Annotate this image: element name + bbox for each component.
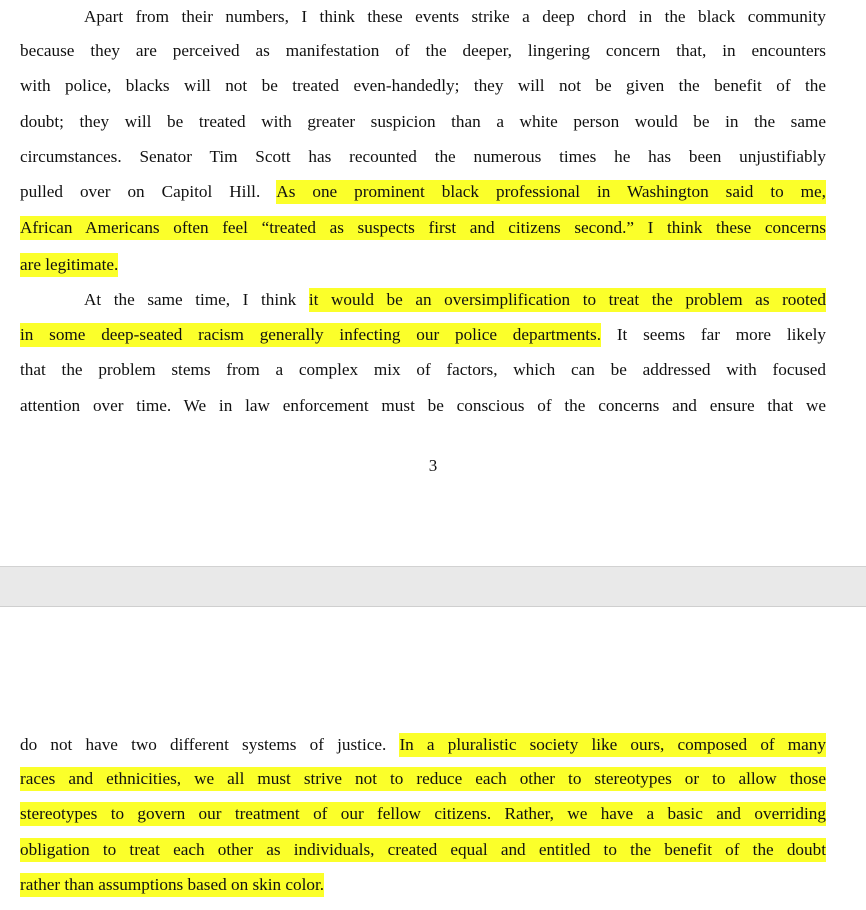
highlight: are legitimate.	[20, 255, 119, 274]
text-line: with police, blacks will not be treated even-handedly; they will not be given the benefit of the	[20, 76, 826, 95]
text-line: circumstances. Senator Tim Scott has recounted the numerous times he has been unjustifiably	[20, 147, 826, 166]
page-number: 3	[428, 456, 438, 475]
highlight: it would be an oversimplification to treat the problem as rooted	[308, 290, 826, 309]
highlight: races and ethnicities, we all must strive not to reduce each other to stereotypes or to allow those	[20, 769, 826, 788]
highlight: rather than assumptions based on skin color.	[20, 875, 325, 894]
text-line	[20, 253, 826, 277]
text-line	[20, 838, 826, 862]
text-line	[20, 216, 826, 240]
highlight: African Americans often feel “treated as suspects first and citizens second.” I think these concerns	[20, 218, 826, 237]
highlight: As one prominent black professional in Washington said to me,	[276, 182, 826, 201]
text-line: Apart from their numbers, I think these events strike a deep chord in the black community	[84, 7, 826, 26]
text-line: pulled over on Capitol Hill. As one prominent black professional in Washington said to me,	[20, 182, 826, 201]
text-line: that the problem stems from a complex mix of factors, which can be addressed with focused	[20, 360, 826, 379]
highlight: In a pluralistic society like ours, composed of many	[399, 735, 826, 754]
text-line	[20, 873, 826, 897]
highlight: in some deep-seated racism generally infecting our police departments.	[20, 325, 602, 344]
text-line: doubt; they will be treated with greater suspicion than a white person would be in the same	[20, 112, 826, 131]
page-separator	[0, 566, 866, 607]
text-line: in some deep-seated racism generally infecting our police departments. It seems far more likely	[20, 325, 826, 344]
document-page-4	[0, 607, 866, 910]
text-line: do not have two different systems of justice. In a pluralistic society like ours, composed of many	[20, 735, 826, 754]
text-line	[20, 767, 826, 791]
highlight: stereotypes to govern our treatment of our fellow citizens. Rather, we have a basic and overriding	[20, 804, 826, 823]
text-line: attention over time. We in law enforcement must be conscious of the concerns and ensure that we	[20, 396, 826, 415]
text-line: At the same time, I think it would be an oversimplification to treat the problem as rooted	[84, 290, 826, 309]
text-line: because they are perceived as manifestation of the deeper, lingering concern that, in encounters	[20, 41, 826, 60]
text-line	[20, 802, 826, 826]
highlight: obligation to treat each other as individuals, created equal and entitled to the benefit of the doubt	[20, 840, 826, 859]
